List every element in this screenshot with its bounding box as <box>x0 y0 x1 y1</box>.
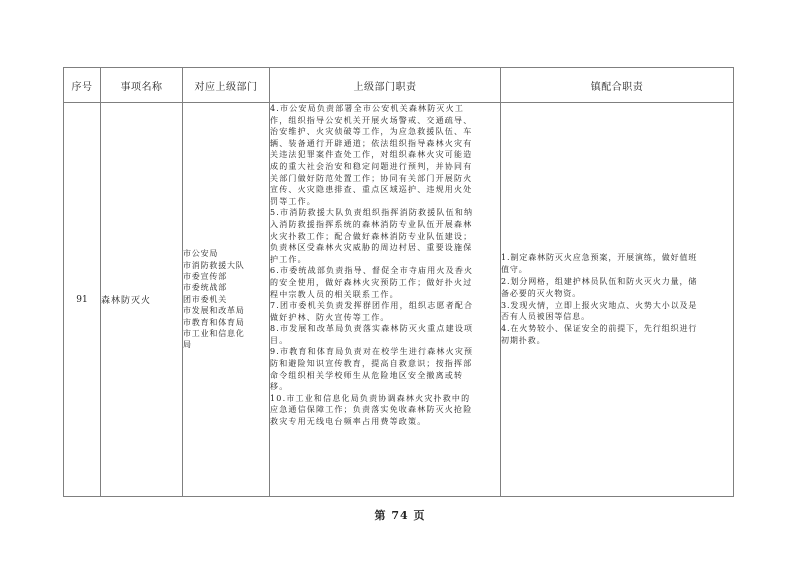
cell-item-name: 森林防灭火 <box>101 103 183 497</box>
duty-line: 作，组织指导公安机关开展火场警戒、交通疏导、 <box>270 115 473 125</box>
duty-line: 宣传、火灾隐患排查、重点区域巡护、违规用火处 <box>270 185 473 195</box>
duty-line: 10.市工业和信息化局负责协调森林火灾扑救中的 <box>270 393 471 403</box>
duty-line: 关违法犯罪案件查处工作，对组织森林火灾可能造 <box>270 150 473 160</box>
duty-line: 8.市发展和改革局负责落实森林防灭火重点建设项 <box>270 324 474 334</box>
duty-line: 护工作。 <box>270 254 307 264</box>
duty-line: 的安全使用，做好森林火灾预防工作；做好扑火过 <box>270 277 473 287</box>
duty-line: 移。 <box>270 382 289 392</box>
duty-line: 防和避险知识宣传教育，提高自救意识；按指挥部 <box>270 359 473 369</box>
duty-line: 救灾专用无线电台频率占用费等政策。 <box>270 417 427 427</box>
duty-line: 程中宗教人员的相关联系工作。 <box>270 289 399 299</box>
table-row <box>64 103 734 497</box>
duty-line: 目。 <box>270 335 289 345</box>
department-line: 市委统战部 <box>183 283 227 293</box>
duty-line: 6.市委统战部负责指导、督促全市寺庙用火及香火 <box>270 266 474 276</box>
duty-line: 成的重大社会治安和稳定问题进行预判，并协同有 <box>270 161 473 171</box>
cell-town-duties <box>501 103 734 497</box>
department-line: 市发展和改革局 <box>183 306 245 316</box>
header-item-name: 事项名称 <box>101 68 183 103</box>
town-duty-line: 3.发现火情，立即上报火灾地点、火势大小以及是 <box>501 300 698 310</box>
header-seq: 序号 <box>64 68 101 103</box>
duty-line: 辆、装备通行开辟通道；依法组织指导森林火灾有 <box>270 138 473 148</box>
cell-departments <box>183 103 270 497</box>
department-line: 市公安局 <box>183 249 219 259</box>
duty-line: 治安维护、火灾侦破等工作，为应急救援队伍、车 <box>270 127 473 137</box>
duty-line: 关部门做好防范处置工作；协同有关部门开展防火 <box>270 173 473 183</box>
duty-line: 应急通信保障工作；负责落实免收森林防灭火抢险 <box>270 405 473 415</box>
page-number: 第 74 页 <box>374 509 426 522</box>
duty-line: 9.市教育和体育局负责对在校学生进行森林火灾预 <box>270 347 474 357</box>
header-town-duties: 镇配合职责 <box>501 68 734 103</box>
header-superior-duties: 上级部门职责 <box>270 68 501 103</box>
duty-line: 4.市公安局负责部署全市公安机关森林防灭火工 <box>270 104 465 113</box>
duty-line: 入消防救援指挥系统的森林消防专业队伍开展森林 <box>270 219 473 229</box>
town-duty-line: 值守。 <box>501 265 528 275</box>
department-line: 市工业和信息化 <box>183 329 245 339</box>
duty-line: 罚等工作。 <box>270 196 316 206</box>
department-line: 市教育和体育局 <box>183 317 245 327</box>
duty-line: 7.团市委机关负责发挥群团作用，组织志愿者配合 <box>270 301 474 311</box>
duty-line: 5.市消防救援大队负责组织指挥消防救援队伍和纳 <box>270 208 474 218</box>
responsibility-table <box>63 67 734 497</box>
town-duty-line: 2.划分网格，组建护林员队伍和防火灭火力量，储 <box>501 276 698 286</box>
department-line: 团市委机关 <box>183 294 227 304</box>
town-duty-line: 初期扑救。 <box>501 335 546 345</box>
header-department: 对应上级部门 <box>183 68 270 103</box>
department-line: 市消防救援大队 <box>183 260 245 270</box>
duty-line: 火灾扑救工作；配合做好森林消防专业队伍建设； <box>270 231 473 241</box>
cell-seq: 91 <box>64 103 101 497</box>
town-duty-line: 4.在火势较小、保证安全的前提下，先行组织进行 <box>501 324 698 334</box>
town-duty-line: 备必要的灭火物资。 <box>501 288 582 298</box>
duty-line: 负责林区受森林火灾威胁的周边村居、重要设施保 <box>270 243 473 253</box>
duty-line: 做好护林、防火宣传等工作。 <box>270 312 390 322</box>
department-line: 市委宣传部 <box>183 271 227 281</box>
table-header-row <box>64 68 734 103</box>
town-duty-line: 1.制定森林防灭火应急预案，开展演练，做好值班 <box>501 253 698 263</box>
duty-line: 命令组织相关学校师生从危险地区安全撤离或转 <box>270 370 464 380</box>
department-line: 局 <box>183 340 192 350</box>
document-table-container <box>63 67 733 497</box>
town-duty-line: 否有人员被困等信息。 <box>501 312 590 322</box>
cell-superior-duties <box>270 103 501 497</box>
